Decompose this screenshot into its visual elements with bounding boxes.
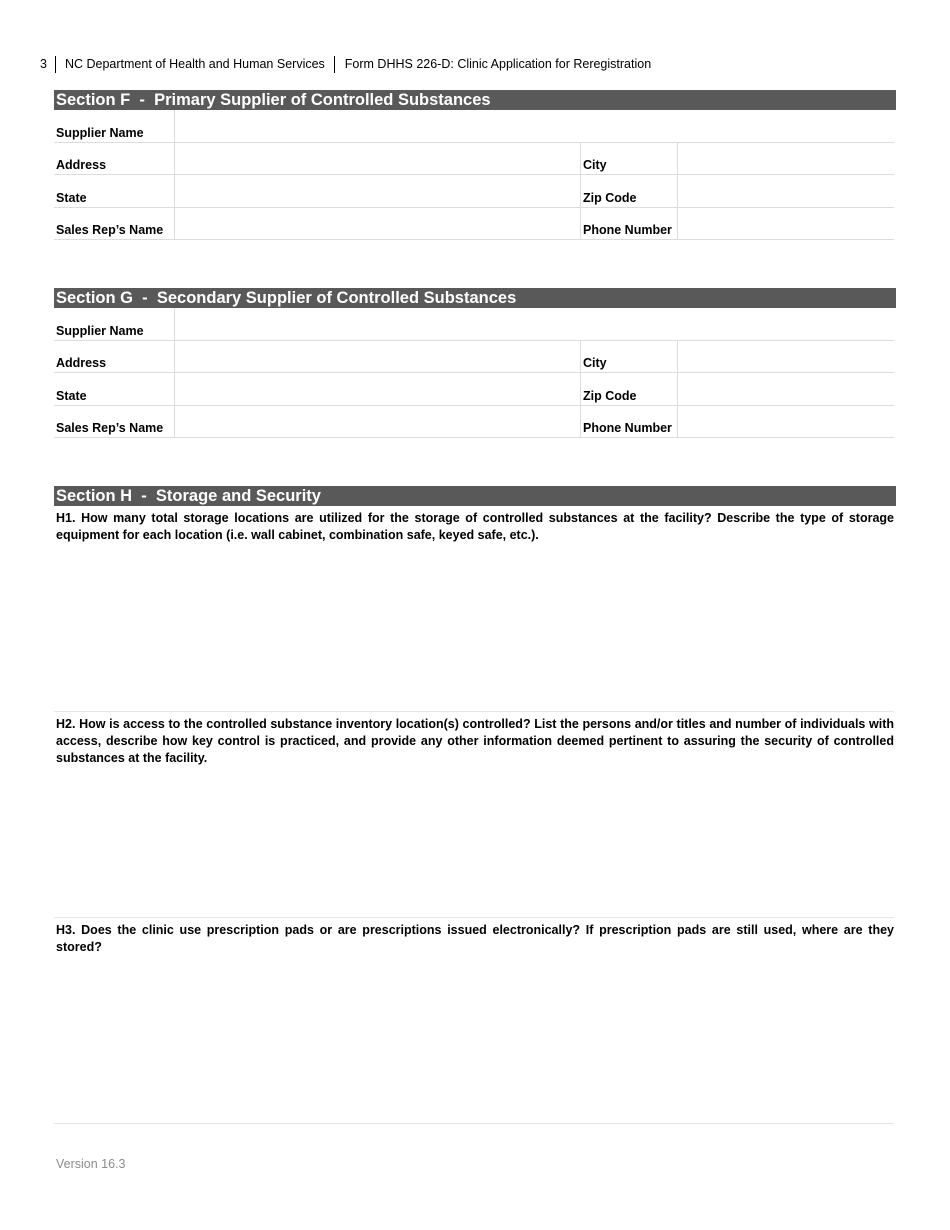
- version-label: Version 16.3: [56, 1157, 126, 1171]
- section-h-title: Section H - Storage and Security: [54, 486, 896, 506]
- sales-rep-label: Sales Rep’s Name: [56, 223, 164, 237]
- city-label: City: [580, 143, 677, 174]
- address-label: Address: [56, 158, 107, 172]
- zip-code-label: Zip Code: [580, 175, 677, 207]
- section-f-supplier-row: [54, 110, 894, 143]
- section-f-sales-rep-row: [54, 208, 894, 240]
- section-g-supplier-name-field[interactable]: [174, 308, 894, 340]
- section-g-state-row: [54, 373, 894, 406]
- section-f-state-row: [54, 175, 894, 208]
- page-header: [40, 55, 651, 73]
- section-g-phone-field[interactable]: [677, 406, 894, 437]
- department-name: NC Department of Health and Human Services: [64, 57, 325, 71]
- sales-rep-label: Sales Rep’s Name: [56, 421, 164, 435]
- section-g-title: Section G - Secondary Supplier of Controlled Substances: [54, 288, 896, 308]
- section-g-address-row: [54, 341, 894, 373]
- section-f-phone-field[interactable]: [677, 208, 894, 239]
- section-f-address-row: [54, 143, 894, 175]
- section-g-state-field[interactable]: [174, 373, 581, 405]
- zip-code-label: Zip Code: [580, 373, 677, 405]
- question-h3: H3. Does the clinic use prescription pads or are prescriptions issued electronically? If prescription pads are still used, where are they stored?: [56, 923, 894, 954]
- state-label: State: [56, 191, 87, 205]
- section-g-city-field[interactable]: [677, 341, 894, 372]
- section-f-title: Section F - Primary Supplier of Controlled Substances: [54, 90, 896, 110]
- page-number: 3: [40, 57, 47, 71]
- section-f-sales-rep-field[interactable]: [174, 208, 581, 239]
- answer-h3-field[interactable]: [54, 941, 894, 1124]
- supplier-name-label: Supplier Name: [56, 324, 144, 338]
- state-label: State: [56, 389, 87, 403]
- section-g-zip-field[interactable]: [677, 373, 894, 405]
- section-f-supplier-name-field[interactable]: [174, 110, 894, 142]
- section-f-zip-field[interactable]: [677, 175, 894, 207]
- section-g-sales-rep-field[interactable]: [174, 406, 581, 437]
- section-g-supplier-row: [54, 308, 894, 341]
- answer-h2-field[interactable]: [54, 769, 894, 918]
- section-g-address-field[interactable]: [174, 341, 581, 372]
- phone-number-label: Phone Number: [580, 208, 677, 239]
- city-label: City: [580, 341, 677, 372]
- question-h2: H2. How is access to the controlled substance inventory location(s) controlled? List the persons and/or titles and number of individuals with access, describe how key control is practiced, and provide any other information deemed pertinent to assuring the security of controlled substances at the facility.: [56, 717, 894, 765]
- supplier-name-label: Supplier Name: [56, 126, 144, 140]
- phone-number-label: Phone Number: [580, 406, 677, 437]
- answer-h1-field[interactable]: [54, 546, 894, 712]
- section-f-city-field[interactable]: [677, 143, 894, 174]
- section-f-state-field[interactable]: [174, 175, 581, 207]
- question-h1: H1. How many total storage locations are utilized for the storage of controlled substances at the facility? Describe the type of storage equipment for each location (i.e. wall cabinet, combination safe, keyed safe, etc.).: [56, 511, 894, 542]
- address-label: Address: [56, 356, 107, 370]
- section-f-address-field[interactable]: [174, 143, 581, 174]
- section-g-sales-rep-row: [54, 406, 894, 438]
- form-title: Form DHHS 226-D: Clinic Application for Reregistration: [344, 57, 652, 71]
